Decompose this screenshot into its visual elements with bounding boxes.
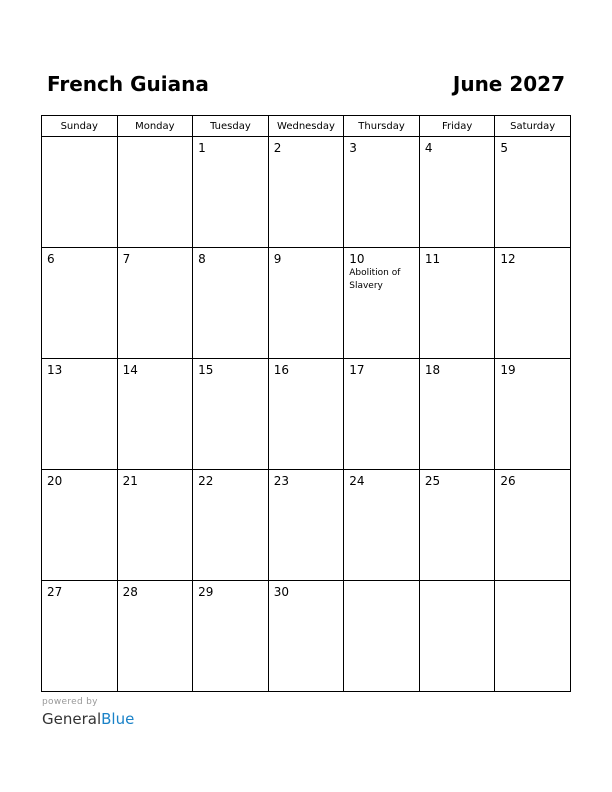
month-year-title: June 2027 bbox=[452, 72, 565, 96]
day-number: 20 bbox=[47, 474, 63, 488]
day-number: 15 bbox=[198, 363, 214, 377]
day-cell bbox=[193, 470, 269, 581]
day-cell bbox=[117, 137, 193, 248]
weekday-saturday: Saturday bbox=[495, 116, 571, 137]
weekday-monday: Monday bbox=[117, 116, 193, 137]
day-cell bbox=[117, 359, 193, 470]
day-cell bbox=[117, 470, 193, 581]
day-cell bbox=[268, 470, 344, 581]
day-number: 10 bbox=[349, 252, 365, 266]
day-cell bbox=[419, 248, 495, 359]
day-cell bbox=[495, 137, 571, 248]
day-cell bbox=[344, 137, 420, 248]
day-cell bbox=[193, 359, 269, 470]
footer bbox=[42, 697, 134, 729]
day-cell bbox=[495, 248, 571, 359]
day-cell bbox=[495, 470, 571, 581]
day-number: 28 bbox=[122, 585, 138, 599]
day-cell bbox=[344, 359, 420, 470]
day-cell bbox=[268, 359, 344, 470]
generalblue-logo bbox=[42, 709, 134, 729]
day-number: 24 bbox=[349, 474, 365, 488]
day-number: 27 bbox=[47, 585, 63, 599]
day-cell bbox=[193, 248, 269, 359]
day-number: 17 bbox=[349, 363, 365, 377]
holiday-label: Abolition of Slavery bbox=[349, 268, 401, 291]
day-cell bbox=[193, 137, 269, 248]
day-cell bbox=[268, 137, 344, 248]
day-number: 1 bbox=[198, 141, 206, 155]
calendar-grid bbox=[41, 115, 571, 692]
week-row bbox=[42, 359, 571, 470]
day-cell bbox=[344, 581, 420, 692]
weekday-thursday: Thursday bbox=[344, 116, 420, 137]
day-number: 16 bbox=[273, 363, 289, 377]
week-row bbox=[42, 470, 571, 581]
day-number: 23 bbox=[273, 474, 289, 488]
day-number: 5 bbox=[500, 141, 509, 155]
day-cell bbox=[419, 581, 495, 692]
day-number: 26 bbox=[500, 474, 516, 488]
day-cell bbox=[42, 137, 118, 248]
day-number: 21 bbox=[122, 474, 138, 488]
calendar-body bbox=[42, 137, 571, 692]
day-number: 22 bbox=[198, 474, 214, 488]
country-title: French Guiana bbox=[47, 72, 209, 96]
day-cell bbox=[193, 581, 269, 692]
day-cell bbox=[419, 359, 495, 470]
weekday-friday: Friday bbox=[419, 116, 495, 137]
day-cell bbox=[419, 470, 495, 581]
day-cell bbox=[117, 581, 193, 692]
week-row bbox=[42, 248, 571, 359]
day-cell bbox=[117, 248, 193, 359]
day-number: 29 bbox=[198, 585, 214, 599]
day-number: 13 bbox=[47, 363, 63, 377]
day-number: 30 bbox=[273, 585, 289, 599]
day-number: 4 bbox=[424, 141, 433, 155]
day-number: 18 bbox=[424, 363, 441, 377]
brand-general: General bbox=[42, 710, 102, 728]
day-cell bbox=[268, 581, 344, 692]
day-number: 19 bbox=[500, 363, 516, 377]
powered-by-text: powered by bbox=[42, 697, 98, 707]
weekday-tuesday: Tuesday bbox=[193, 116, 269, 137]
day-number: 9 bbox=[273, 252, 282, 266]
day-number: 3 bbox=[349, 141, 357, 155]
day-number: 11 bbox=[424, 252, 441, 266]
day-number: 7 bbox=[122, 252, 131, 266]
week-row bbox=[42, 581, 571, 692]
week-row bbox=[42, 137, 571, 248]
day-cell bbox=[495, 359, 571, 470]
weekday-wednesday: Wednesday bbox=[268, 116, 344, 137]
day-number: 2 bbox=[273, 141, 282, 155]
day-number: 6 bbox=[47, 252, 55, 266]
day-cell bbox=[42, 470, 118, 581]
day-number: 14 bbox=[122, 363, 138, 377]
day-cell bbox=[344, 248, 420, 359]
weekday-header-row bbox=[42, 116, 571, 137]
brand-blue: Blue bbox=[101, 710, 135, 728]
weekday-sunday: Sunday bbox=[42, 116, 118, 137]
day-cell bbox=[344, 470, 420, 581]
day-cell bbox=[495, 581, 571, 692]
day-cell bbox=[42, 359, 118, 470]
day-cell bbox=[268, 248, 344, 359]
day-cell bbox=[419, 137, 495, 248]
day-number: 25 bbox=[424, 474, 441, 488]
day-cell bbox=[42, 581, 118, 692]
day-number: 12 bbox=[500, 252, 516, 266]
day-number: 8 bbox=[198, 252, 206, 266]
day-cell bbox=[42, 248, 118, 359]
